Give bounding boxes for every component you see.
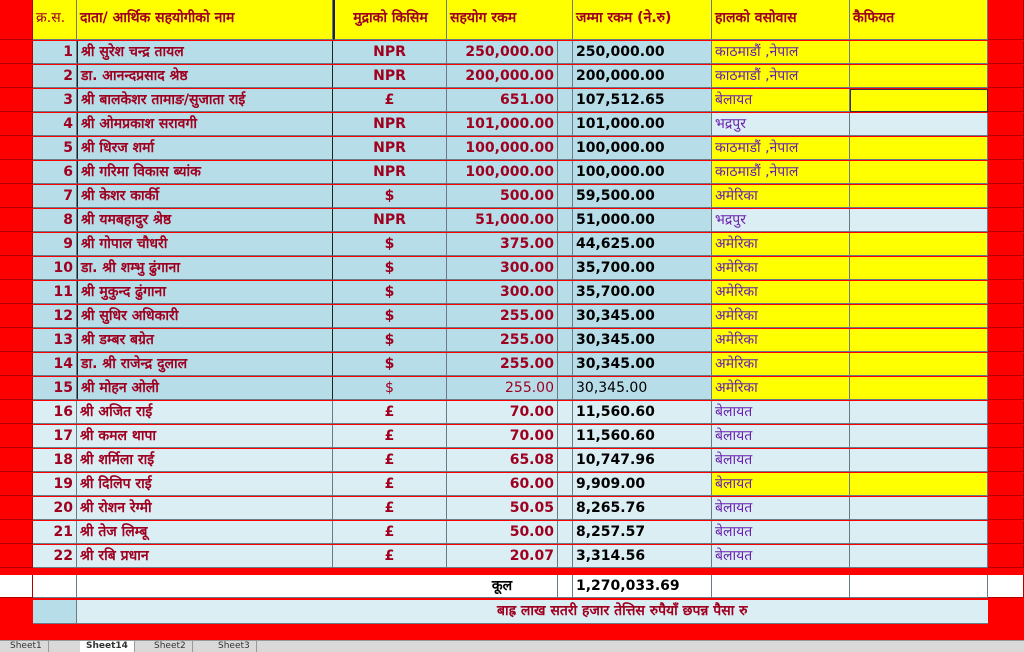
amount-cell[interactable]: 250,000.00 xyxy=(447,41,558,64)
total-npr-cell[interactable]: 100,000.00 xyxy=(573,161,712,184)
remarks-cell[interactable] xyxy=(850,233,988,256)
row-edge-cell[interactable] xyxy=(0,89,33,112)
table-row xyxy=(0,209,1024,233)
table-row xyxy=(0,305,1024,329)
amount-cell[interactable]: 65.08 xyxy=(447,449,558,472)
gap-cell[interactable] xyxy=(558,137,573,160)
donor-name-cell[interactable]: श्री कमल थापा xyxy=(77,425,333,448)
table-row xyxy=(0,401,1024,425)
table-row xyxy=(0,497,1024,521)
gap-cell[interactable] xyxy=(558,113,573,136)
row-edge-cell[interactable] xyxy=(0,449,33,472)
total-npr-cell[interactable]: 44,625.00 xyxy=(573,233,712,256)
location-cell[interactable]: बेलायत xyxy=(712,401,850,424)
table-row xyxy=(0,161,1024,185)
right-edge-cell[interactable] xyxy=(988,89,1024,112)
row-edge-cell[interactable] xyxy=(0,281,33,304)
location-cell[interactable]: अमेरिका xyxy=(712,377,850,400)
row-edge-cell[interactable] xyxy=(0,137,33,160)
donor-name-cell[interactable]: श्री यमबहादुर श्रेष्ठ xyxy=(77,209,333,232)
remarks-cell[interactable] xyxy=(850,281,988,304)
location-cell[interactable]: अमेरिका xyxy=(712,233,850,256)
serial-number-cell[interactable]: 6 xyxy=(33,161,77,184)
amount-cell[interactable]: 60.00 xyxy=(447,473,558,496)
currency-cell[interactable]: £ xyxy=(333,425,447,448)
row-edge-cell[interactable] xyxy=(0,233,33,256)
gap-cell[interactable] xyxy=(558,353,573,376)
gap-cell[interactable] xyxy=(558,401,573,424)
remarks-cell[interactable] xyxy=(850,113,988,136)
serial-number-cell[interactable]: 14 xyxy=(33,353,77,376)
right-edge-cell[interactable] xyxy=(988,209,1024,232)
remarks-cell[interactable] xyxy=(850,449,988,472)
header-currency[interactable]: मुद्राको किसिम xyxy=(333,0,447,40)
total-npr-cell[interactable]: 11,560.60 xyxy=(573,401,712,424)
remarks-cell[interactable] xyxy=(850,497,988,520)
amount-cell[interactable]: 50.05 xyxy=(447,497,558,520)
currency-cell[interactable]: £ xyxy=(333,473,447,496)
location-cell[interactable]: बेलायत xyxy=(712,497,850,520)
serial-number-cell[interactable]: 16 xyxy=(33,401,77,424)
remarks-cell[interactable] xyxy=(850,137,988,160)
currency-cell[interactable]: $ xyxy=(333,353,447,376)
location-cell[interactable]: अमेरिका xyxy=(712,281,850,304)
amount-cell[interactable]: 375.00 xyxy=(447,233,558,256)
header-name[interactable]: दाता/ आर्थिक सहयोगीको नाम xyxy=(77,0,333,40)
row-edge-cell[interactable] xyxy=(0,521,33,544)
total-npr-cell[interactable]: 3,314.56 xyxy=(573,545,712,568)
serial-number-cell[interactable]: 18 xyxy=(33,449,77,472)
gap-cell[interactable] xyxy=(558,41,573,64)
total-npr-cell[interactable]: 30,345.00 xyxy=(573,329,712,352)
table-row xyxy=(0,545,1024,569)
donor-name-cell[interactable]: श्री रोशन रेग्मी xyxy=(77,497,333,520)
gap-cell[interactable] xyxy=(558,473,573,496)
right-edge-cell[interactable] xyxy=(988,521,1024,544)
donor-name-cell[interactable]: श्री मोहन ओली xyxy=(77,377,333,400)
donor-name-cell[interactable]: श्री धिरज शर्मा xyxy=(77,137,333,160)
total-npr-cell[interactable]: 30,345.00 xyxy=(573,305,712,328)
currency-cell[interactable]: $ xyxy=(333,257,447,280)
row-edge-cell[interactable] xyxy=(0,377,33,400)
location-cell[interactable]: बेलायत xyxy=(712,89,850,112)
serial-number-cell[interactable]: 8 xyxy=(33,209,77,232)
donor-name-cell[interactable]: डा. श्री शम्भु ढुंगाना xyxy=(77,257,333,280)
right-edge-cell[interactable] xyxy=(988,377,1024,400)
total-sn-cell[interactable] xyxy=(33,575,77,598)
gap-cell[interactable] xyxy=(558,329,573,352)
right-edge-cell[interactable] xyxy=(988,425,1024,448)
header-row xyxy=(0,0,1024,40)
gap-cell[interactable] xyxy=(558,161,573,184)
row-edge-cell[interactable] xyxy=(0,425,33,448)
table-row xyxy=(0,233,1024,257)
location-cell[interactable]: बेलायत xyxy=(712,545,850,568)
amount-cell[interactable]: 300.00 xyxy=(447,281,558,304)
amount-cell[interactable]: 200,000.00 xyxy=(447,65,558,88)
total-name-cell[interactable] xyxy=(77,575,333,598)
amount-cell[interactable]: 100,000.00 xyxy=(447,137,558,160)
serial-number-cell[interactable]: 10 xyxy=(33,257,77,280)
serial-number-cell[interactable]: 1 xyxy=(33,41,77,64)
remarks-cell[interactable] xyxy=(850,473,988,496)
donor-name-cell[interactable]: श्री तेज लिम्बू xyxy=(77,521,333,544)
gap-cell[interactable] xyxy=(558,521,573,544)
row-edge-cell[interactable] xyxy=(0,161,33,184)
total-npr-cell[interactable]: 200,000.00 xyxy=(573,65,712,88)
currency-cell[interactable]: NPR xyxy=(333,41,447,64)
row-edge-cell[interactable] xyxy=(0,185,33,208)
table-row xyxy=(0,41,1024,65)
serial-number-cell[interactable]: 13 xyxy=(33,329,77,352)
currency-cell[interactable]: $ xyxy=(333,281,447,304)
location-cell[interactable]: बेलायत xyxy=(712,449,850,472)
row-edge-cell[interactable] xyxy=(0,65,33,88)
serial-number-cell[interactable]: 4 xyxy=(33,113,77,136)
amount-cell[interactable]: 70.00 xyxy=(447,425,558,448)
gap-cell[interactable] xyxy=(558,305,573,328)
location-cell[interactable]: अमेरिका xyxy=(712,305,850,328)
location-cell[interactable]: काठमाडौं ,नेपाल xyxy=(712,41,850,64)
sheet-tab-4[interactable]: Sheet3 xyxy=(212,641,257,652)
serial-number-cell[interactable]: 11 xyxy=(33,281,77,304)
amount-cell[interactable]: 255.00 xyxy=(447,305,558,328)
donor-name-cell[interactable]: श्री सुधिर अधिकारी xyxy=(77,305,333,328)
currency-cell[interactable]: £ xyxy=(333,521,447,544)
remarks-cell[interactable] xyxy=(850,521,988,544)
currency-cell[interactable]: $ xyxy=(333,233,447,256)
location-cell[interactable]: अमेरिका xyxy=(712,353,850,376)
serial-number-cell[interactable]: 15 xyxy=(33,377,77,400)
currency-cell[interactable]: £ xyxy=(333,545,447,568)
donor-name-cell[interactable]: श्री गरिमा विकास ब्यांक xyxy=(77,161,333,184)
donor-name-cell[interactable]: डा. आनन्दप्रसाद श्रेष्ठ xyxy=(77,65,333,88)
total-label[interactable]: कूल xyxy=(447,575,558,598)
total-npr-cell[interactable]: 250,000.00 xyxy=(573,41,712,64)
serial-number-cell[interactable]: 5 xyxy=(33,137,77,160)
amount-cell[interactable]: 20.07 xyxy=(447,545,558,568)
amount-cell[interactable]: 50.00 xyxy=(447,521,558,544)
serial-number-cell[interactable]: 2 xyxy=(33,65,77,88)
right-edge-cell[interactable] xyxy=(988,473,1024,496)
table-row xyxy=(0,185,1024,209)
remarks-cell[interactable] xyxy=(850,353,988,376)
sheet-tab-3[interactable]: Sheet2 xyxy=(148,641,193,652)
amount-cell[interactable]: 70.00 xyxy=(447,401,558,424)
remarks-cell[interactable] xyxy=(850,89,988,112)
donor-name-cell[interactable]: श्री सुरेश चन्द्र तायल xyxy=(77,41,333,64)
total-npr-cell[interactable]: 35,700.00 xyxy=(573,281,712,304)
row-edge-cell[interactable] xyxy=(0,575,33,598)
sheet-tab-2[interactable]: Sheet14 xyxy=(80,641,135,652)
total-value[interactable]: 1,270,033.69 xyxy=(573,575,712,598)
row-edge-cell[interactable] xyxy=(0,209,33,232)
gap-cell[interactable] xyxy=(558,209,573,232)
serial-number-cell[interactable]: 17 xyxy=(33,425,77,448)
donor-name-cell[interactable]: श्री अजित राई xyxy=(77,401,333,424)
table-row xyxy=(0,473,1024,497)
right-edge-cell[interactable] xyxy=(988,185,1024,208)
amount-cell[interactable]: 255.00 xyxy=(447,377,558,400)
table-row xyxy=(0,65,1024,89)
right-edge-cell[interactable] xyxy=(988,353,1024,376)
serial-number-cell[interactable]: 21 xyxy=(33,521,77,544)
total-npr-cell[interactable]: 35,700.00 xyxy=(573,257,712,280)
amount-cell[interactable]: 255.00 xyxy=(447,329,558,352)
total-npr-cell[interactable]: 59,500.00 xyxy=(573,185,712,208)
donor-name-cell[interactable]: श्री केशर कार्की xyxy=(77,185,333,208)
header-remarks[interactable]: कैफियत xyxy=(850,0,988,40)
total-npr-cell[interactable]: 30,345.00 xyxy=(573,353,712,376)
donor-name-cell[interactable]: श्री दिलिप राई xyxy=(77,473,333,496)
donor-name-cell[interactable]: श्री डम्बर बग्रेत xyxy=(77,329,333,352)
row-edge-cell[interactable] xyxy=(0,257,33,280)
row-edge-cell[interactable] xyxy=(0,401,33,424)
table-row xyxy=(0,89,1024,113)
row-edge-cell[interactable] xyxy=(0,497,33,520)
gap-cell[interactable] xyxy=(558,257,573,280)
total-npr-cell[interactable]: 51,000.00 xyxy=(573,209,712,232)
right-edge-cell[interactable] xyxy=(988,257,1024,280)
amount-cell[interactable]: 651.00 xyxy=(447,89,558,112)
gap-cell[interactable] xyxy=(558,233,573,256)
currency-cell[interactable]: NPR xyxy=(333,161,447,184)
currency-cell[interactable]: NPR xyxy=(333,113,447,136)
serial-number-cell[interactable]: 12 xyxy=(33,305,77,328)
total-location-cell[interactable] xyxy=(712,575,850,598)
currency-cell[interactable]: £ xyxy=(333,449,447,472)
gap-cell[interactable] xyxy=(558,497,573,520)
row-edge-cell[interactable] xyxy=(0,113,33,136)
empty-red-row xyxy=(0,624,1024,640)
location-cell[interactable]: अमेरिका xyxy=(712,185,850,208)
serial-number-cell[interactable]: 19 xyxy=(33,473,77,496)
total-npr-cell[interactable]: 11,560.60 xyxy=(573,425,712,448)
remarks-cell[interactable] xyxy=(850,185,988,208)
right-edge-cell[interactable] xyxy=(988,137,1024,160)
location-cell[interactable]: भद्रपुर xyxy=(712,209,850,232)
right-edge-cell[interactable] xyxy=(988,497,1024,520)
header-location[interactable]: हालको वसोवास xyxy=(712,0,850,40)
gap-cell[interactable] xyxy=(558,545,573,568)
remarks-cell[interactable] xyxy=(850,425,988,448)
currency-cell[interactable]: £ xyxy=(333,497,447,520)
currency-cell[interactable]: $ xyxy=(333,185,447,208)
location-cell[interactable]: काठमाडौं ,नेपाल xyxy=(712,65,850,88)
gap-cell[interactable] xyxy=(558,185,573,208)
remarks-cell[interactable] xyxy=(850,65,988,88)
remarks-cell[interactable] xyxy=(850,257,988,280)
total-npr-cell[interactable]: 101,000.00 xyxy=(573,113,712,136)
location-cell[interactable]: बेलायत xyxy=(712,473,850,496)
total-npr-cell[interactable]: 10,747.96 xyxy=(573,449,712,472)
total-npr-cell[interactable]: 8,265.76 xyxy=(573,497,712,520)
amount-cell[interactable]: 101,000.00 xyxy=(447,113,558,136)
table-row xyxy=(0,113,1024,137)
right-edge-cell[interactable] xyxy=(988,401,1024,424)
gap-cell[interactable] xyxy=(558,377,573,400)
location-cell[interactable]: काठमाडौं ,नेपाल xyxy=(712,161,850,184)
right-edge-cell[interactable] xyxy=(988,281,1024,304)
table-row xyxy=(0,449,1024,473)
row-edge-cell[interactable] xyxy=(0,305,33,328)
table-row xyxy=(0,329,1024,353)
row-edge-cell[interactable] xyxy=(0,353,33,376)
currency-cell[interactable]: NPR xyxy=(333,209,447,232)
gap-cell[interactable] xyxy=(558,65,573,88)
right-edge-cell[interactable] xyxy=(988,305,1024,328)
currency-cell[interactable]: £ xyxy=(333,89,447,112)
location-cell[interactable]: बेलायत xyxy=(712,425,850,448)
gap-cell[interactable] xyxy=(558,281,573,304)
total-row xyxy=(0,575,1024,599)
total-npr-cell[interactable]: 100,000.00 xyxy=(573,137,712,160)
serial-number-cell[interactable]: 7 xyxy=(33,185,77,208)
currency-cell[interactable]: $ xyxy=(333,305,447,328)
total-in-words[interactable]: बाह्र लाख सतरी हजार तेत्तिस रुपैयाँ छपन्न पैसा रु xyxy=(77,600,988,624)
table-row xyxy=(0,353,1024,377)
donor-name-cell[interactable]: श्री ओमप्रकाश सरावगी xyxy=(77,113,333,136)
right-edge-cell[interactable] xyxy=(988,41,1024,64)
right-edge-cell[interactable] xyxy=(988,329,1024,352)
row-edge-cell[interactable] xyxy=(0,473,33,496)
gap-cell[interactable] xyxy=(558,425,573,448)
table-row xyxy=(0,281,1024,305)
words-row-left-cell[interactable] xyxy=(33,600,77,624)
total-currency-cell[interactable] xyxy=(333,575,447,598)
remarks-cell[interactable] xyxy=(850,305,988,328)
amount-cell[interactable]: 51,000.00 xyxy=(447,209,558,232)
table-row xyxy=(0,521,1024,545)
row-edge-cell[interactable] xyxy=(0,41,33,64)
row-edge-cell[interactable] xyxy=(0,329,33,352)
remarks-cell[interactable] xyxy=(850,209,988,232)
currency-cell[interactable]: £ xyxy=(333,401,447,424)
header-total[interactable]: जम्मा रकम (ने.रु) xyxy=(573,0,712,40)
serial-number-cell[interactable]: 20 xyxy=(33,497,77,520)
serial-number-cell[interactable]: 9 xyxy=(33,233,77,256)
total-remarks-cell[interactable] xyxy=(850,575,988,598)
header-amount[interactable]: सहयोग रकम xyxy=(447,0,573,40)
currency-cell[interactable]: $ xyxy=(333,329,447,352)
right-edge-cell[interactable] xyxy=(988,161,1024,184)
donor-name-cell[interactable]: श्री शर्मिला राई xyxy=(77,449,333,472)
remarks-cell[interactable] xyxy=(850,401,988,424)
remarks-cell[interactable] xyxy=(850,161,988,184)
sheet-tab-1[interactable]: Sheet1 xyxy=(4,641,49,652)
table-row xyxy=(0,377,1024,401)
gap-cell[interactable] xyxy=(558,449,573,472)
right-edge-cell[interactable] xyxy=(988,575,1024,598)
sheet-tab-bar xyxy=(0,640,1024,652)
donor-name-cell[interactable]: श्री मुकुन्द ढुंगाना xyxy=(77,281,333,304)
remarks-cell[interactable] xyxy=(850,329,988,352)
currency-cell[interactable]: NPR xyxy=(333,137,447,160)
serial-number-cell[interactable]: 22 xyxy=(33,545,77,568)
currency-cell[interactable]: NPR xyxy=(333,65,447,88)
donor-name-cell[interactable]: श्री गोपाल चौधरी xyxy=(77,233,333,256)
amount-cell[interactable]: 300.00 xyxy=(447,257,558,280)
right-edge-cell[interactable] xyxy=(988,233,1024,256)
header-sn[interactable]: क्र.स. xyxy=(33,0,77,40)
right-edge-cell[interactable] xyxy=(988,65,1024,88)
amount-cell[interactable]: 255.00 xyxy=(447,353,558,376)
total-gap-cell[interactable] xyxy=(558,575,573,598)
right-edge-cell[interactable] xyxy=(988,113,1024,136)
location-cell[interactable]: अमेरिका xyxy=(712,257,850,280)
location-cell[interactable]: बेलायत xyxy=(712,521,850,544)
total-npr-cell[interactable]: 107,512.65 xyxy=(573,89,712,112)
location-cell[interactable]: भद्रपुर xyxy=(712,113,850,136)
gap-cell[interactable] xyxy=(558,89,573,112)
table-row xyxy=(0,257,1024,281)
total-npr-cell[interactable]: 8,257.57 xyxy=(573,521,712,544)
remarks-cell[interactable] xyxy=(850,377,988,400)
currency-cell[interactable]: $ xyxy=(333,377,447,400)
donor-name-cell[interactable]: श्री रबि प्रधान xyxy=(77,545,333,568)
donor-name-cell[interactable]: श्री बालकेशर तामाङ/सुजाता राई xyxy=(77,89,333,112)
total-npr-cell[interactable]: 30,345.00 xyxy=(573,377,712,400)
right-edge-cell[interactable] xyxy=(988,449,1024,472)
remarks-cell[interactable] xyxy=(850,41,988,64)
total-npr-cell[interactable]: 9,909.00 xyxy=(573,473,712,496)
right-edge-cell[interactable] xyxy=(988,545,1024,568)
table-row xyxy=(0,425,1024,449)
table-row xyxy=(0,137,1024,161)
remarks-cell[interactable] xyxy=(850,545,988,568)
row-edge-cell[interactable] xyxy=(0,545,33,568)
amount-cell[interactable]: 500.00 xyxy=(447,185,558,208)
serial-number-cell[interactable]: 3 xyxy=(33,89,77,112)
location-cell[interactable]: अमेरिका xyxy=(712,329,850,352)
donor-name-cell[interactable]: डा. श्री राजेन्द्र दुलाल xyxy=(77,353,333,376)
row-header-corner[interactable] xyxy=(0,0,33,40)
amount-cell[interactable]: 100,000.00 xyxy=(447,161,558,184)
right-edge-cell[interactable] xyxy=(988,0,1024,40)
location-cell[interactable]: काठमाडौं ,नेपाल xyxy=(712,137,850,160)
